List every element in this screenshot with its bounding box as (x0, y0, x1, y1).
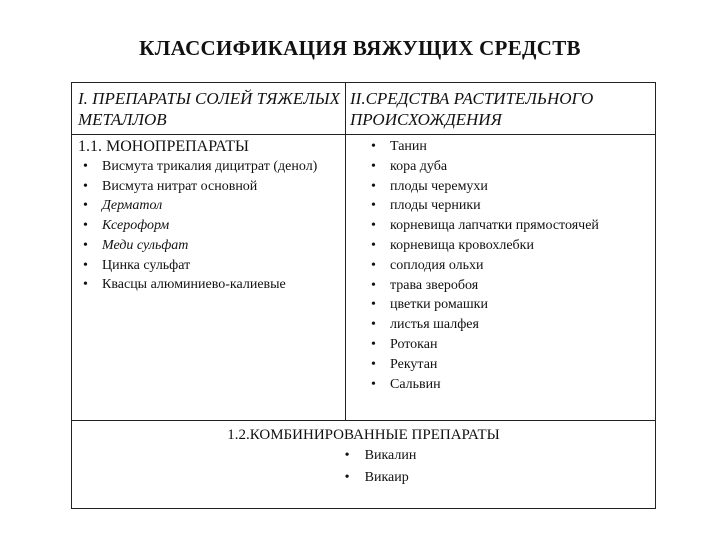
list-item: • Дерматол (102, 196, 339, 216)
list-item: • соплодия ольхи (390, 256, 649, 276)
list-item: • плоды черемухи (390, 177, 649, 197)
mono-list (72, 157, 345, 295)
bullet-icon: • (371, 139, 376, 154)
plant-cell (346, 135, 656, 421)
bullet-icon: • (371, 297, 376, 313)
list-item: • Викаир (351, 467, 417, 489)
col1-header-cell (72, 83, 346, 135)
bullet-icon: • (371, 317, 376, 333)
bullet-icon: • (344, 448, 350, 463)
bullet-icon: • (83, 178, 88, 194)
list-item: • Танин (390, 137, 649, 157)
bullet-icon: • (83, 237, 88, 253)
combo-list (344, 445, 417, 489)
bullet-icon: • (83, 159, 88, 174)
list-item: • Ксероформ (102, 216, 339, 236)
list-item: • Цинка сульфат (102, 256, 339, 276)
bullet-icon: • (83, 257, 88, 273)
list-item: • Висмута нитрат основной (102, 177, 339, 197)
list-item: • Ротокан (390, 335, 649, 355)
bullet-icon: • (371, 158, 376, 174)
bullet-icon: • (83, 218, 88, 234)
list-item: • трава зверобоя (390, 276, 649, 296)
col2-header: II.СРЕДСТВА РАСТИТЕЛЬНОГО ПРОИСХОЖДЕНИЯ (350, 89, 594, 129)
list-item: • листья шалфея (390, 315, 649, 335)
list-item: • корневища кровохлебки (390, 236, 649, 256)
bullet-icon: • (371, 356, 376, 372)
list-item: • Меди сульфат (102, 236, 339, 256)
list-item: • корневища лапчатки прямостоячей (390, 216, 649, 236)
mono-cell (72, 135, 346, 421)
bullet-icon: • (83, 198, 88, 214)
col1-header: I. ПРЕПАРАТЫ СОЛЕЙ ТЯЖЕЛЫХ МЕТАЛЛОВ (78, 89, 340, 129)
col2-header-cell (346, 83, 656, 135)
bullet-icon: • (371, 198, 376, 214)
combo-cell (72, 421, 656, 509)
combo-title: 1.2.КОМБИНИРОВАННЫЕ ПРЕПАРАТЫ (227, 427, 500, 443)
classification-table (71, 82, 656, 509)
list-item: • Викалин (351, 445, 417, 467)
plant-list (346, 135, 655, 394)
bullet-icon: • (371, 178, 376, 194)
bullet-icon: • (83, 277, 88, 293)
list-item: • Рекутан (390, 355, 649, 375)
list-item: • кора дуба (390, 157, 649, 177)
list-item: • цветки ромашки (390, 295, 649, 315)
list-item: • Сальвин (390, 375, 649, 395)
list-item: • Квасцы алюминиево-калиевые (102, 275, 339, 295)
bullet-icon: • (371, 376, 376, 392)
page-title: КЛАССИФИКАЦИЯ ВЯЖУЩИХ СРЕДСТВ (139, 36, 581, 60)
list-item: • плоды черники (390, 196, 649, 216)
bullet-icon: • (371, 336, 376, 352)
bullet-icon: • (371, 257, 376, 273)
bullet-icon: • (371, 218, 376, 234)
bullet-icon: • (371, 277, 376, 293)
bullet-icon: • (371, 237, 376, 253)
list-item: • Висмута трикалия дицитрат (денол) (102, 157, 339, 177)
bullet-icon: • (344, 470, 350, 485)
mono-title: 1.1. МОНОПРЕПАРАТЫ (78, 138, 249, 155)
